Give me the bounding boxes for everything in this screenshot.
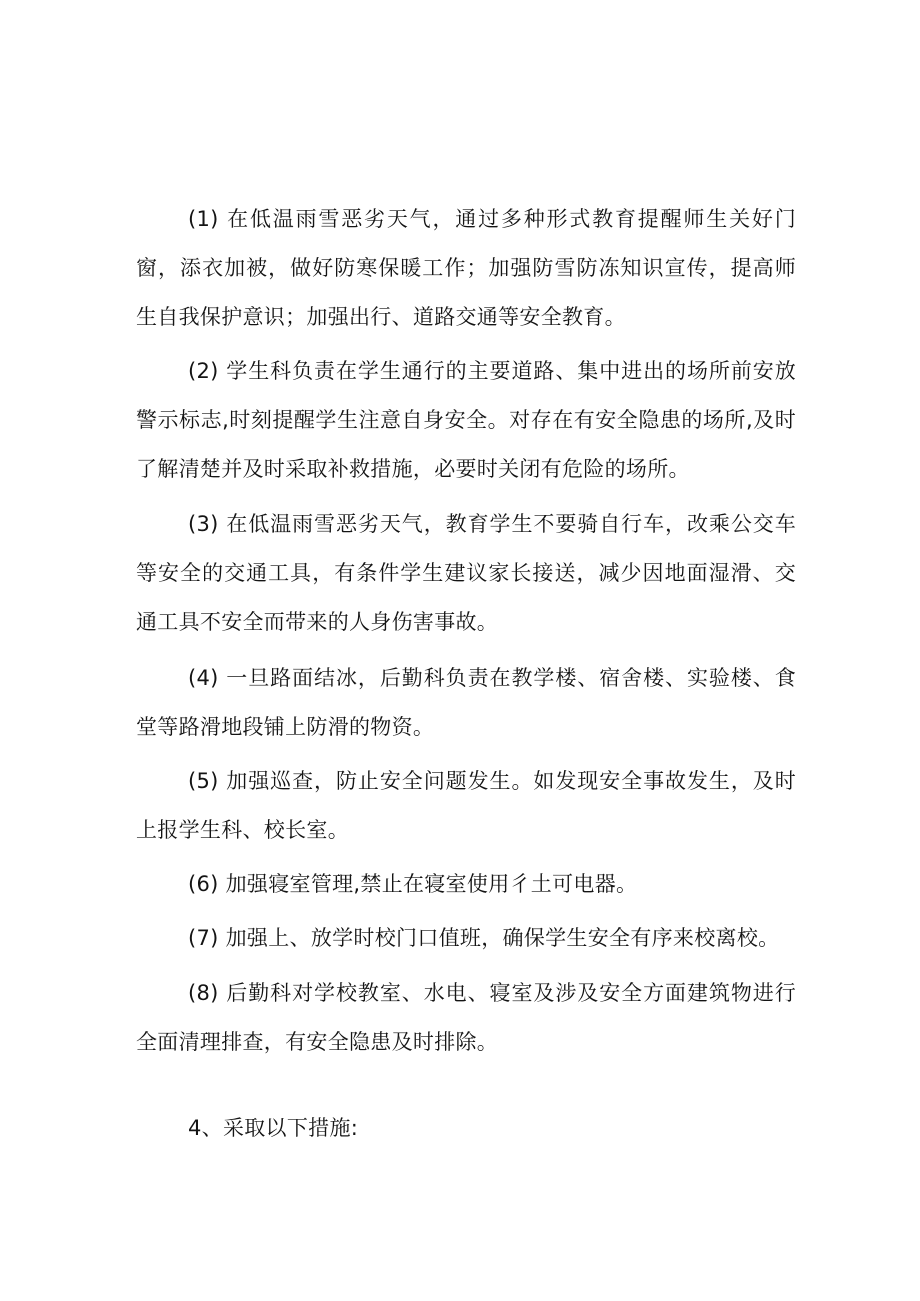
paragraph-item-5: (5) 加强巡查，防止安全问题发生。如发现安全事故发生，及时上报学生科、校长室。 xyxy=(136,769,796,842)
paragraph-item-1: (1) 在低温雨雪恶劣天气，通过多种形式教育提醒师生关好门窗，添衣加被，做好防寒保暖工作；加强防雪防冻知识宣传，提高师生自我保护意识；加强出行、道路交通等安全教育。 xyxy=(136,207,796,329)
paragraph-item-2: (2) 学生科负责在学生通行的主要道路、集中进出的场所前安放警示标志,时刻提醒学生注意自身安全。对存在有安全隐患的场所,及时了解清楚并及时采取补救措施，必要时关闭有危险的场所。 xyxy=(136,359,796,481)
paragraph-item-6: (6) 加强寝室管理,禁止在寝室使用彳土可电器。 xyxy=(188,872,638,896)
paragraph-item-8: (8) 后勤科对学校教室、水电、寝室及涉及安全方面建筑物进行全面清理排查，有安全隐患及时排除。 xyxy=(136,981,796,1054)
paragraph-item-4: (4) 一旦路面结冰，后勤科负责在教学楼、宿舍楼、实验楼、食堂等路滑地段铺上防滑的物资。 xyxy=(136,666,796,739)
section-heading-4: 4、采取以下措施: xyxy=(188,1116,359,1140)
paragraph-item-3: (3) 在低温雨雪恶劣天气，教育学生不要骑自行车，改乘公交车等安全的交通工具，有条件学生建议家长接送，减少因地面湿滑、交通工具不安全而带来的人身伤害事故。 xyxy=(136,512,796,634)
paragraph-item-7: (7) 加强上、放学时校门口值班，确保学生安全有序来校离校。 xyxy=(188,926,780,950)
